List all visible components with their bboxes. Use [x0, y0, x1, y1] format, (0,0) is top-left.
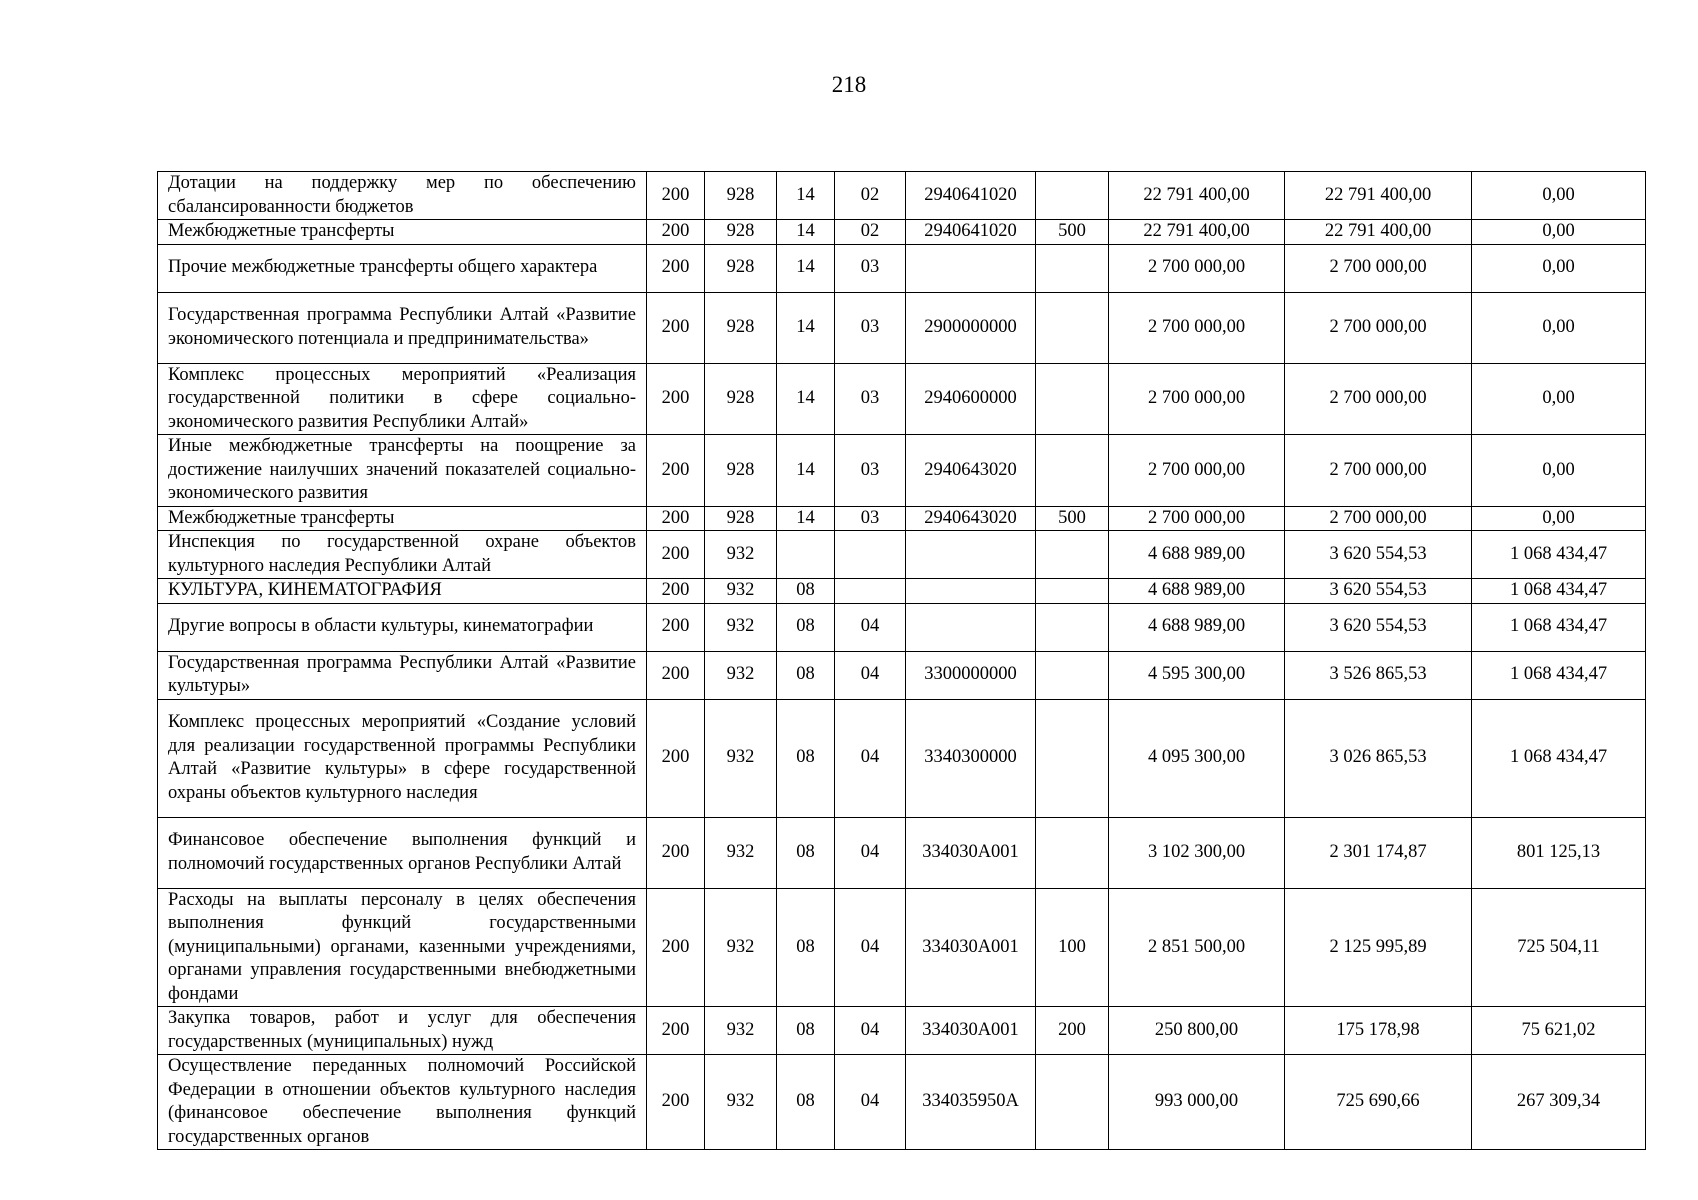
row-value-3: 1 068 434,47 [1472, 579, 1646, 604]
row-code-2: 932 [705, 1007, 777, 1055]
row-value-3: 0,00 [1472, 220, 1646, 245]
row-code-3: 14 [777, 292, 835, 363]
row-code-2: 932 [705, 579, 777, 604]
row-value-1: 22 791 400,00 [1109, 220, 1285, 245]
table-row [158, 579, 1646, 604]
row-code-5 [906, 244, 1036, 292]
row-code-6 [1036, 172, 1109, 220]
table-row [158, 172, 1646, 220]
row-value-1: 250 800,00 [1109, 1007, 1285, 1055]
row-code-1: 200 [647, 579, 705, 604]
row-code-6 [1036, 363, 1109, 435]
row-code-5: 334030А001 [906, 817, 1036, 888]
row-code-6 [1036, 1055, 1109, 1150]
row-code-6 [1036, 531, 1109, 579]
row-code-3: 14 [777, 244, 835, 292]
row-name: Другие вопросы в области культуры, кинематографии [158, 603, 647, 651]
row-name: Осуществление переданных полномочий Российской Федерации в отношении объектов культурного наследия (финансовое обеспечение выполнения функций государственных органов [158, 1055, 647, 1150]
row-value-2: 3 620 554,53 [1285, 579, 1472, 604]
row-value-3: 0,00 [1472, 292, 1646, 363]
row-code-5: 3300000000 [906, 651, 1036, 699]
row-code-1: 200 [647, 531, 705, 579]
row-code-5: 2940600000 [906, 363, 1036, 435]
row-code-6 [1036, 579, 1109, 604]
table-row [158, 1055, 1646, 1150]
row-value-1: 4 095 300,00 [1109, 699, 1285, 817]
row-code-4: 04 [835, 603, 906, 651]
row-value-2: 3 620 554,53 [1285, 531, 1472, 579]
row-name: Прочие межбюджетные трансферты общего характера [158, 244, 647, 292]
table-row [158, 1007, 1646, 1055]
row-value-2: 22 791 400,00 [1285, 172, 1472, 220]
row-value-3: 1 068 434,47 [1472, 603, 1646, 651]
row-value-1: 2 700 000,00 [1109, 244, 1285, 292]
row-code-6 [1036, 292, 1109, 363]
row-code-3: 14 [777, 435, 835, 507]
row-value-3: 1 068 434,47 [1472, 531, 1646, 579]
row-code-3: 08 [777, 888, 835, 1007]
row-code-2: 928 [705, 292, 777, 363]
row-value-3: 267 309,34 [1472, 1055, 1646, 1150]
row-code-2: 932 [705, 603, 777, 651]
row-value-1: 2 700 000,00 [1109, 363, 1285, 435]
row-name: Комплекс процессных мероприятий «Создание условий для реализации государственной программы Республики Алтай «Развитие культуры» в сфере государственной охраны объектов культурного наследия [158, 699, 647, 817]
row-code-5: 334030А001 [906, 888, 1036, 1007]
row-code-1: 200 [647, 603, 705, 651]
row-code-2: 932 [705, 1055, 777, 1150]
row-name: Государственная программа Республики Алтай «Развитие экономического потенциала и предпринимательства» [158, 292, 647, 363]
table-row [158, 220, 1646, 245]
row-code-4: 04 [835, 651, 906, 699]
row-code-6 [1036, 699, 1109, 817]
row-code-3 [777, 531, 835, 579]
table-row [158, 244, 1646, 292]
row-code-3: 08 [777, 699, 835, 817]
row-value-2: 2 700 000,00 [1285, 244, 1472, 292]
row-value-3: 75 621,02 [1472, 1007, 1646, 1055]
row-code-1: 200 [647, 817, 705, 888]
row-value-1: 2 851 500,00 [1109, 888, 1285, 1007]
table-row [158, 699, 1646, 817]
row-value-2: 3 620 554,53 [1285, 603, 1472, 651]
row-code-4: 04 [835, 888, 906, 1007]
table-row [158, 363, 1646, 435]
row-code-1: 200 [647, 699, 705, 817]
row-code-3: 08 [777, 1007, 835, 1055]
row-code-2: 932 [705, 699, 777, 817]
row-value-1: 22 791 400,00 [1109, 172, 1285, 220]
row-name: Государственная программа Республики Алтай «Развитие культуры» [158, 651, 647, 699]
row-value-2: 175 178,98 [1285, 1007, 1472, 1055]
row-code-3: 14 [777, 172, 835, 220]
row-value-2: 2 301 174,87 [1285, 817, 1472, 888]
row-code-1: 200 [647, 220, 705, 245]
row-code-5: 2940643020 [906, 506, 1036, 531]
row-code-5: 334035950А [906, 1055, 1036, 1150]
table-row [158, 603, 1646, 651]
row-code-3: 14 [777, 506, 835, 531]
row-code-1: 200 [647, 1007, 705, 1055]
row-code-4: 04 [835, 699, 906, 817]
table-row [158, 435, 1646, 507]
row-code-4: 03 [835, 435, 906, 507]
row-value-3: 725 504,11 [1472, 888, 1646, 1007]
row-code-6: 100 [1036, 888, 1109, 1007]
row-code-4: 04 [835, 817, 906, 888]
row-code-5 [906, 603, 1036, 651]
row-value-2: 2 700 000,00 [1285, 506, 1472, 531]
row-code-1: 200 [647, 244, 705, 292]
row-code-4: 02 [835, 220, 906, 245]
row-value-2: 2 125 995,89 [1285, 888, 1472, 1007]
row-value-2: 22 791 400,00 [1285, 220, 1472, 245]
row-code-3: 14 [777, 220, 835, 245]
budget-table [157, 171, 1646, 1150]
row-name: КУЛЬТУРА, КИНЕМАТОГРАФИЯ [158, 579, 647, 604]
row-name: Инспекция по государственной охране объектов культурного наследия Республики Алтай [158, 531, 647, 579]
row-code-2: 928 [705, 244, 777, 292]
row-code-1: 200 [647, 506, 705, 531]
row-value-2: 725 690,66 [1285, 1055, 1472, 1150]
row-code-4: 03 [835, 506, 906, 531]
row-code-1: 200 [647, 888, 705, 1007]
row-value-1: 2 700 000,00 [1109, 435, 1285, 507]
row-code-3: 08 [777, 817, 835, 888]
row-value-1: 4 688 989,00 [1109, 579, 1285, 604]
row-value-3: 0,00 [1472, 244, 1646, 292]
row-code-5 [906, 531, 1036, 579]
row-code-1: 200 [647, 651, 705, 699]
row-name: Комплекс процессных мероприятий «Реализация государственной политики в сфере социально-экономического развития Республики Алтай» [158, 363, 647, 435]
row-code-6: 500 [1036, 506, 1109, 531]
row-value-1: 4 688 989,00 [1109, 531, 1285, 579]
row-code-2: 932 [705, 531, 777, 579]
row-code-1: 200 [647, 172, 705, 220]
row-code-6 [1036, 435, 1109, 507]
row-name: Иные межбюджетные трансферты на поощрение за достижение наилучших значений показателей социально-экономического развития [158, 435, 647, 507]
row-code-5: 3340300000 [906, 699, 1036, 817]
row-name: Финансовое обеспечение выполнения функций и полномочий государственных органов Республики Алтай [158, 817, 647, 888]
row-code-5 [906, 579, 1036, 604]
row-code-2: 928 [705, 220, 777, 245]
row-value-1: 2 700 000,00 [1109, 506, 1285, 531]
row-code-2: 928 [705, 172, 777, 220]
row-code-4: 04 [835, 1007, 906, 1055]
row-code-5: 2940641020 [906, 220, 1036, 245]
row-code-2: 928 [705, 435, 777, 507]
row-name: Расходы на выплаты персоналу в целях обеспечения выполнения функций государственными (муниципальными) органами, казенными учреждениями, органами управления государственными внебюджетными фондами [158, 888, 647, 1007]
row-code-4: 04 [835, 1055, 906, 1150]
row-code-2: 932 [705, 651, 777, 699]
row-code-3: 08 [777, 603, 835, 651]
row-name: Межбюджетные трансферты [158, 506, 647, 531]
row-code-4: 03 [835, 292, 906, 363]
row-value-2: 2 700 000,00 [1285, 435, 1472, 507]
table-row [158, 651, 1646, 699]
row-code-3: 08 [777, 1055, 835, 1150]
row-code-5: 2940643020 [906, 435, 1036, 507]
row-code-4: 03 [835, 363, 906, 435]
row-value-3: 1 068 434,47 [1472, 699, 1646, 817]
row-code-4: 02 [835, 172, 906, 220]
table-row [158, 888, 1646, 1007]
row-code-4 [835, 579, 906, 604]
page-number: 218 [831, 72, 867, 97]
table-row [158, 506, 1646, 531]
table-row [158, 817, 1646, 888]
row-name: Межбюджетные трансферты [158, 220, 647, 245]
row-code-4 [835, 531, 906, 579]
row-code-4: 03 [835, 244, 906, 292]
row-code-6 [1036, 817, 1109, 888]
row-code-2: 928 [705, 363, 777, 435]
row-value-2: 2 700 000,00 [1285, 292, 1472, 363]
row-code-5: 2900000000 [906, 292, 1036, 363]
row-code-6: 500 [1036, 220, 1109, 245]
row-value-3: 0,00 [1472, 506, 1646, 531]
row-code-3: 08 [777, 579, 835, 604]
row-value-2: 2 700 000,00 [1285, 363, 1472, 435]
table-row [158, 531, 1646, 579]
row-code-2: 932 [705, 817, 777, 888]
row-value-3: 801 125,13 [1472, 817, 1646, 888]
row-value-1: 993 000,00 [1109, 1055, 1285, 1150]
row-code-6 [1036, 651, 1109, 699]
row-code-1: 200 [647, 1055, 705, 1150]
row-value-2: 3 526 865,53 [1285, 651, 1472, 699]
row-code-2: 932 [705, 888, 777, 1007]
row-value-1: 3 102 300,00 [1109, 817, 1285, 888]
row-name: Дотации на поддержку мер по обеспечению сбалансированности бюджетов [158, 172, 647, 220]
table-row [158, 292, 1646, 363]
row-code-1: 200 [647, 292, 705, 363]
row-name: Закупка товаров, работ и услуг для обеспечения государственных (муниципальных) нужд [158, 1007, 647, 1055]
row-code-5: 334030А001 [906, 1007, 1036, 1055]
row-code-3: 08 [777, 651, 835, 699]
row-code-1: 200 [647, 435, 705, 507]
row-value-1: 2 700 000,00 [1109, 292, 1285, 363]
row-code-6 [1036, 244, 1109, 292]
row-value-1: 4 595 300,00 [1109, 651, 1285, 699]
row-code-6: 200 [1036, 1007, 1109, 1055]
row-value-1: 4 688 989,00 [1109, 603, 1285, 651]
row-value-3: 0,00 [1472, 435, 1646, 507]
row-code-5: 2940641020 [906, 172, 1036, 220]
row-code-6 [1036, 603, 1109, 651]
row-value-3: 0,00 [1472, 172, 1646, 220]
row-value-3: 1 068 434,47 [1472, 651, 1646, 699]
row-value-2: 3 026 865,53 [1285, 699, 1472, 817]
row-code-1: 200 [647, 363, 705, 435]
row-code-3: 14 [777, 363, 835, 435]
row-code-2: 928 [705, 506, 777, 531]
row-value-3: 0,00 [1472, 363, 1646, 435]
